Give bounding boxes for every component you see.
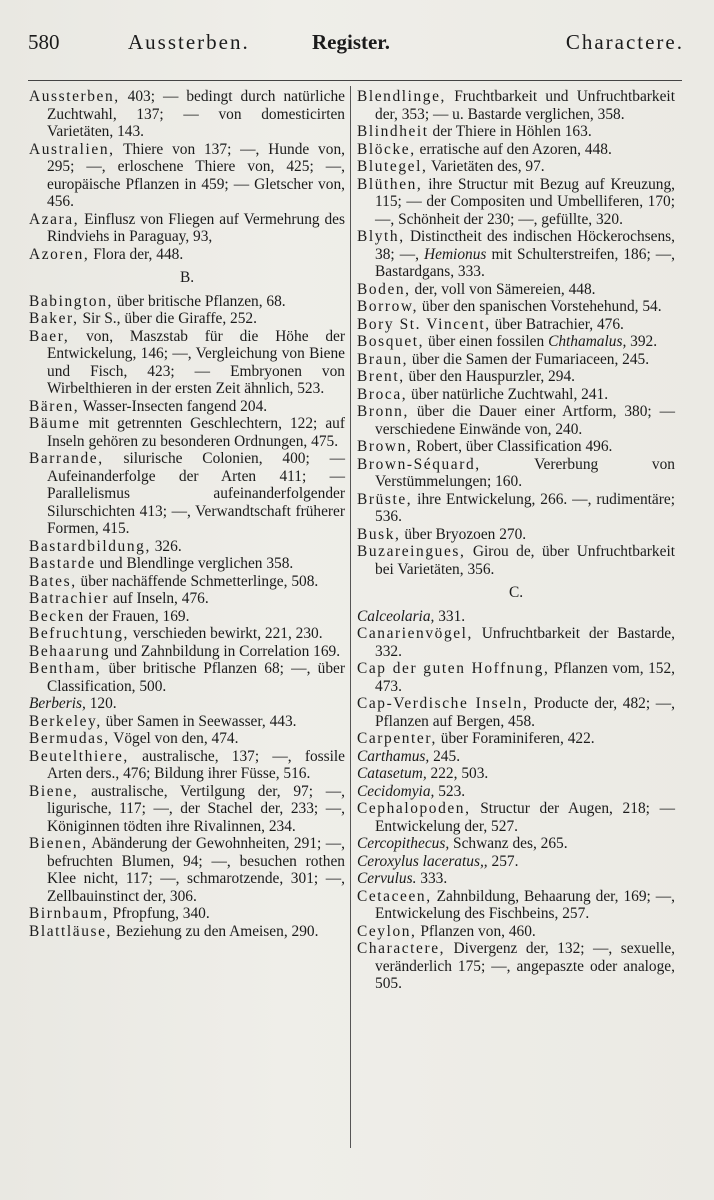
entry-text: 120. (85, 695, 117, 712)
entry-text: über einen fossilen (424, 333, 549, 350)
entry-text: Pflanzen vom, 152, 473. (375, 660, 676, 695)
entry-text: silurische Colonien, 400; — Aufeinanderfolge der Arten 411; — Parallelismus aufeinanderfolgender Silurschichten 413; —, Verwandtschaft früherer Formen, 415. (47, 450, 345, 537)
index-entry (29, 713, 345, 731)
index-entry (29, 573, 345, 591)
entry-text: von, Maszstab für die Höhe der Entwickelung, 146; —, Vergleichung von Biene und Fisch, 423; — Embryonen von Wirbelthieren in der ersten Zeit ähnlich, 523. (47, 327, 345, 397)
entry-headword: Baer, (29, 327, 70, 345)
index-entry (357, 228, 675, 281)
index-entry (29, 415, 345, 450)
entry-text-tail: mit Schulterstreifen, 186; —, Bastardgans, 333. (375, 245, 675, 280)
entry-headword: Cecidomyia, (357, 782, 435, 800)
entry-text: 523. (434, 782, 466, 800)
entry-headword: Brüste, (357, 490, 413, 508)
index-entry (29, 141, 345, 211)
page-number: 580 (28, 30, 60, 54)
entry-text-tail: 392. (626, 333, 658, 350)
index-entry (357, 333, 675, 351)
entry-headword: Blattläuse, (29, 922, 112, 940)
index-entry (29, 835, 345, 905)
index-entry (29, 310, 345, 328)
header-title: Register. (312, 30, 390, 54)
entry-headword: Berkeley, (29, 712, 102, 730)
entry-headword: Busk, (357, 525, 401, 543)
index-entry (29, 211, 345, 246)
entry-headword: Biene, (29, 782, 79, 800)
entry-text: verschieden bewirkt, 221, 230. (128, 625, 323, 642)
index-column-left (29, 88, 345, 940)
entry-headword: Australien, (29, 140, 115, 158)
entry-text: Einflusz von Fliegen auf Vermehrung des Rindviehs in Paraguay, 93, (47, 210, 345, 245)
entry-text: Sir S., über die Giraffe, 252. (78, 310, 257, 327)
index-entry (29, 905, 345, 923)
index-entry (357, 176, 675, 229)
entry-text: über Samen in Seewasser, 443. (101, 712, 297, 730)
entry-text: Abänderung der Gewohnheiten, 291; —, befruchten Blumen, 94; —, besuchen rothen Klee nicht, 117; —, schmarotzende, 301; —, Zellbauinstinct der, 306. (47, 835, 345, 905)
entry-text: mit getrennten Geschlechtern, 122; auf Inseln gehören zu besonderen Ordnungen, 475. (47, 415, 345, 450)
section-letter: B. (179, 269, 195, 286)
entry-text: Structur der Augen, 218; — Entwickelung der, 527. (375, 800, 675, 835)
entry-text: Wasser-Insecten fangend 204. (79, 397, 268, 415)
entry-text: 257. (487, 852, 519, 870)
entry-headword: Cephalopoden, (357, 800, 471, 817)
entry-headword: Bastarde (29, 555, 96, 572)
entry-text: ihre Entwickelung, 266. —, rudimentäre; 536. (375, 490, 675, 525)
entry-headword: Cetaceen, (357, 887, 432, 905)
entry-text: Robert, über Classification 496. (412, 438, 613, 455)
entry-headword: Blindheit (357, 123, 429, 140)
index-entry (357, 783, 675, 801)
entry-text: Beziehung zu den Ameisen, 290. (112, 922, 319, 940)
index-entry (357, 316, 675, 334)
index-entry (29, 660, 345, 695)
entry-text: über den spanischen Vorstehehund, 54. (418, 298, 662, 315)
entry-text: auf Inseln, 476. (109, 590, 209, 607)
entry-headword: Baker, (29, 310, 79, 327)
entry-text: australische, 137; —, fossile Arten ders., 476; Bildung ihrer Füsse, 516. (47, 747, 345, 782)
entry-headword: Befruchtung, (29, 625, 129, 642)
index-entry (357, 923, 675, 941)
index-entry (357, 491, 675, 526)
index-entry (357, 695, 675, 730)
entry-headword: Carpenter, (357, 730, 437, 747)
entry-text: und Blendlinge verglichen 358. (95, 555, 294, 572)
entry-headword: Blyth, (357, 228, 405, 245)
entry-headword: Brent, (357, 368, 405, 385)
entry-text: Pfropfung, 340. (108, 905, 210, 922)
index-entry (357, 456, 675, 491)
index-entry (357, 141, 675, 159)
index-entry (357, 88, 675, 123)
section-letter: C. (508, 584, 524, 601)
entry-headword: Bären, (29, 397, 80, 415)
entry-headword: Cap der guten Hoffnung, (357, 660, 550, 677)
header-rule (28, 80, 682, 81)
entry-text: Unfruchtbarkeit der Bastarde, 332. (375, 625, 675, 660)
entry-text: Vererbung von Verstümmelungen; 160. (375, 455, 675, 490)
index-entry (29, 625, 345, 643)
index-entry (357, 351, 675, 369)
index-entry (357, 158, 675, 176)
entry-headword: Beutelthiere, (29, 747, 129, 765)
entry-headword: Azara, (29, 210, 80, 228)
entry-headword: Bäume (29, 415, 81, 432)
entry-text: 333. (416, 870, 448, 887)
index-entry (29, 695, 345, 713)
entry-text: Distinctheit des indischen Höckerochsens, 38; —, (375, 228, 675, 263)
index-entry (357, 368, 675, 386)
entry-italic-term: Hemionus (424, 245, 487, 263)
entry-text: Fruchtbarkeit und Unfruchtbarkeit der, 353; — u. Bastarde verglichen, 358. (375, 88, 675, 123)
entry-text: über Bryozoen 270. (400, 525, 527, 543)
entry-headword: Braun, (357, 350, 409, 368)
index-entry (357, 608, 675, 626)
entry-headword: Borrow, (357, 298, 419, 315)
index-entry (357, 123, 675, 141)
entry-text: 403; — bedingt durch natürliche Zuchtwahl, 137; — von domesticirten Varietäten, 143. (47, 88, 345, 140)
entry-text: 326. (150, 537, 182, 555)
entry-text: Flora der, 448. (89, 245, 184, 263)
entry-headword: Bory St. Vincent, (357, 315, 491, 333)
index-entry (29, 398, 345, 416)
entry-headword: Canarienvögel, (357, 625, 473, 642)
entry-headword: Boden, (357, 280, 411, 298)
entry-text: über die Samen der Fumariaceen, 245. (408, 350, 650, 368)
entry-headword: Ceylon, (357, 922, 417, 940)
index-entry (357, 730, 675, 748)
entry-headword: Bosquet, (357, 333, 425, 350)
entry-text: 245. (429, 747, 461, 765)
entry-headword: Charactere, (357, 940, 446, 957)
entry-text: Zahnbildung, Behaarung der, 169; —, Entwickelung des Fischbeins, 257. (375, 887, 675, 922)
index-entry (357, 748, 675, 766)
entry-headword: Ceroxylus laceratus,, (357, 852, 488, 870)
entry-headword: Azoren, (29, 245, 90, 263)
index-entry (357, 888, 675, 923)
entry-headword: Bastardbildung, (29, 537, 151, 555)
entry-text: 222, 503. (426, 765, 489, 782)
entry-headword: Bienen, (29, 835, 88, 852)
entry-headword: Brown, (357, 438, 413, 455)
index-column-right (357, 88, 675, 993)
entry-headword: Bentham, (29, 660, 102, 677)
entry-text: über britische Pflanzen 68; —, über Classification, 500. (47, 660, 345, 695)
index-entry (29, 590, 345, 608)
entry-headword: Birnbaum, (29, 905, 109, 922)
entry-text: über Batrachier, 476. (490, 315, 624, 333)
index-entry (29, 293, 345, 311)
entry-headword: Berberis, (29, 695, 86, 712)
index-entry (357, 800, 675, 835)
entry-headword: Barrande, (29, 450, 104, 467)
entry-headword: Cercopithecus, (357, 835, 450, 852)
entry-text: Varietäten des, 97. (427, 158, 545, 175)
index-entry (29, 538, 345, 556)
entry-text: über die Dauer einer Artform, 380; — verschiedene Einwände von, 240. (375, 403, 675, 438)
entry-text: Schwanz des, 265. (449, 835, 568, 852)
index-entry (357, 853, 675, 871)
entry-text: über nachäffende Schmetterlinge, 508. (76, 572, 319, 590)
entry-headword: Cervulus. (357, 870, 417, 887)
entry-text: Thiere von 137; —, Hunde von, 295; —, erloschene Thiere von, 425; —, europäische Pflanzen in 459; — Gletscher von, 456. (47, 140, 345, 210)
index-entry (357, 765, 675, 783)
entry-text: ihre Structur mit Bezug auf Kreuzung, 115; — der Compositen und Umbelliferen, 170; —, Schönheit der 230; —, gefüllte, 320. (375, 175, 675, 228)
index-entry (357, 438, 675, 456)
entry-text: über natürliche Zuchtwahl, 241. (407, 385, 609, 403)
index-entry (357, 625, 675, 660)
index-entry (29, 643, 345, 661)
entry-text: über britische Pflanzen, 68. (112, 292, 286, 310)
index-entry (357, 660, 675, 695)
entry-headword: Bronn, (357, 403, 409, 420)
index-entry (29, 246, 345, 264)
entry-text: erratische auf den Azoren, 448. (415, 140, 612, 158)
entry-headword: Catasetum, (357, 765, 427, 782)
index-entry (357, 403, 675, 438)
entry-text: Divergenz der, 132; —, sexuelle, veränderlich 175; —, angepaszte oder analoge, 505. (375, 940, 675, 992)
index-entry (357, 543, 675, 578)
index-entry (357, 940, 675, 993)
running-header (28, 30, 684, 60)
entry-headword: Broca, (357, 385, 408, 403)
entry-headword: Aussterben, (29, 88, 120, 105)
entry-headword: Brown-Séquard, (357, 455, 481, 473)
entry-text: australische, Vertilgung der, 97; —, ligurische, 117; —, der Stachel der, 233; —, Königinnen tödten ihre Rivalinnen, 234. (47, 782, 345, 835)
entry-text: der, voll von Sämereien, 448. (410, 280, 596, 298)
index-entry (357, 298, 675, 316)
entry-headword: Bermudas, (29, 730, 110, 747)
header-first-term: Aussterben. (128, 30, 250, 54)
entry-text: 331. (434, 607, 466, 625)
entry-text: und Zahnbildung in Correlation 169. (110, 642, 341, 660)
index-entry (29, 450, 345, 538)
index-entry (29, 783, 345, 836)
index-entry (357, 386, 675, 404)
entry-headword: Blöcke, (357, 140, 416, 158)
entry-headword: Blendlinge, (357, 88, 446, 105)
index-entry (29, 555, 345, 573)
index-entry (29, 608, 345, 626)
index-entry (29, 748, 345, 783)
entry-headword: Babington, (29, 292, 113, 310)
entry-text: Pflanzen von, 460. (416, 922, 536, 940)
entry-text: der Frauen, 169. (84, 607, 190, 625)
entry-text: über den Hauspurzler, 294. (404, 368, 575, 385)
index-entry (357, 870, 675, 888)
index-entry (29, 923, 345, 941)
entry-headword: Cap-Verdische Inseln, (357, 695, 529, 712)
entry-text: Vögel von den, 474. (109, 730, 239, 747)
entry-text: über Foraminiferen, 422. (436, 730, 595, 747)
entry-headword: Blutegel, (357, 158, 428, 175)
index-entry (29, 88, 345, 141)
entry-italic-term: Chthamalus, (548, 333, 627, 350)
header-last-term: Charactere. (565, 30, 684, 54)
entry-text: Producte der, 482; —, Pflanzen auf Bergen, 458. (375, 695, 675, 730)
index-entry (357, 281, 675, 299)
entry-headword: Batrachier (29, 590, 110, 607)
index-entry (357, 526, 675, 544)
entry-text: der Thiere in Höhlen 163. (428, 123, 592, 140)
column-divider (350, 86, 351, 1148)
entry-headword: Behaarung (29, 642, 111, 660)
index-entry (29, 328, 345, 398)
entry-text: Girou de, über Unfruchtbarkeit bei Varietäten, 356. (375, 543, 675, 578)
entry-headword: Blüthen, (357, 175, 423, 193)
entry-headword: Bates, (29, 572, 77, 590)
entry-headword: Becken (29, 607, 85, 625)
entry-headword: Calceolaria, (357, 607, 435, 625)
index-entry (29, 730, 345, 748)
index-entry (357, 835, 675, 853)
entry-headword: Buzareingues, (357, 543, 466, 560)
entry-headword: Carthamus, (357, 747, 430, 765)
